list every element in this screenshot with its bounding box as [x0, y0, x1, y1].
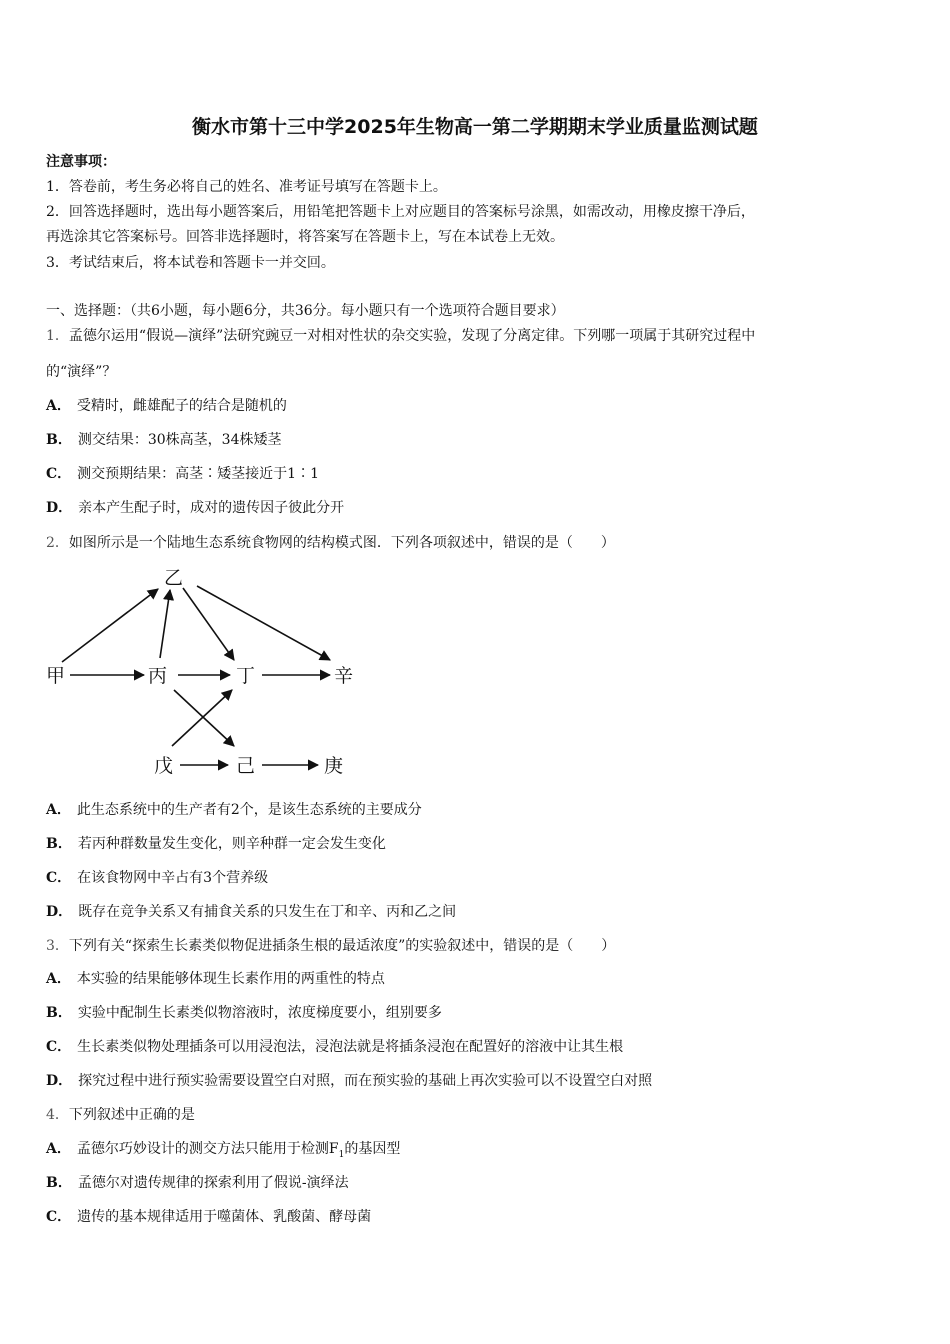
option-a	[46, 1139, 400, 1165]
node-geng: 庚	[324, 755, 344, 777]
option-b	[46, 1173, 349, 1193]
option-text: 探究过程中进行预实验需要设置空白对照，而在预实验的基础上再次实验可以不设置空白对照	[78, 1073, 653, 1089]
question-1-stem	[46, 326, 755, 346]
option-b	[46, 1003, 442, 1023]
option-letter: C．	[46, 1039, 72, 1055]
node-bing: 丙	[148, 665, 168, 687]
option-letter: B．	[46, 1175, 72, 1191]
arrow-wu-ding	[172, 690, 232, 746]
option-b	[46, 430, 281, 450]
question-stem-text: 如图所示是一个陆地生态系统食物网的结构模式图．下列各项叙述中，错误的是（ ）	[68, 535, 615, 551]
option-c	[46, 1037, 623, 1057]
option-text: 亲本产生配子时，成对的遗传因子彼此分开	[78, 500, 345, 516]
arrow-bing-ji	[174, 690, 234, 746]
option-d	[46, 902, 456, 922]
question-number: 2．	[46, 535, 69, 551]
notice-item: 3．考试结束后，将本试卷和答题卡一并交回。	[46, 255, 335, 271]
node-yi: 乙	[164, 567, 184, 589]
option-letter: A．	[46, 802, 71, 818]
option-text: 实验中配制生长素类似物溶液时，浓度梯度要小，组别要多	[77, 1005, 442, 1021]
question-stem-text: 下列有关“探索生长素类似物促进插条生根的最适浓度”的实验叙述中，错误的是（ ）	[68, 938, 616, 954]
question-1-stem-cont: 的“演绎”？	[46, 364, 117, 380]
option-text: 测交预期结果：高茎∶矮茎接近于1∶1	[77, 466, 319, 482]
subscript: 1	[338, 1149, 345, 1160]
arrow-jia-yi	[62, 589, 158, 662]
notice-item: 1．答卷前，考生务必将自己的姓名、准考证号填写在答题卡上。	[46, 179, 447, 195]
option-letter: A．	[46, 1141, 71, 1157]
option-d	[46, 498, 344, 518]
option-letter: D．	[46, 1073, 73, 1089]
option-c	[46, 868, 268, 888]
option-text: 遗传的基本规律适用于噬菌体、乳酸菌、酵母菌	[77, 1209, 372, 1225]
page-title: 衡水市第十三中学2025年生物高一第二学期期末学业质量监测试题	[192, 116, 758, 138]
option-a	[46, 969, 385, 989]
notice-item: 2．回答选择题时，选出每小题答案后，用铅笔把答题卡上对应题目的答案标号涂黑，如需改动，用橡皮擦干净后，	[46, 204, 755, 220]
option-letter: D．	[46, 500, 73, 516]
node-ji: 己	[236, 755, 256, 777]
option-d	[46, 1071, 652, 1091]
option-a	[46, 800, 422, 820]
option-c	[46, 464, 319, 484]
node-ding: 丁	[236, 665, 256, 687]
node-wu: 戊	[154, 755, 174, 777]
arrow-bing-yi	[160, 590, 170, 658]
option-text: 孟德尔巧妙设计的测交方法只能用于检测F	[76, 1141, 339, 1157]
option-text: 受精时，雌雄配子的结合是随机的	[76, 398, 287, 414]
option-text: 孟德尔对遗传规律的探索利用了假说-演绎法	[77, 1175, 349, 1191]
option-text: 此生态系统中的生产者有2个，是该生态系统的主要成分	[76, 802, 422, 818]
question-3-stem	[46, 936, 615, 956]
node-xin: 辛	[334, 665, 354, 687]
notice-item: 再选涂其它答案标号。回答非选择题时，将答案写在答题卡上，写在本试卷上无效。	[46, 229, 564, 245]
option-text: 若丙种群数量发生变化，则辛种群一定会发生变化	[77, 836, 386, 852]
option-text: 生长素类似物处理插条可以用浸泡法，浸泡法就是将插条浸泡在配置好的溶液中让其生根	[77, 1039, 624, 1055]
option-text: 在该食物网中辛占有3个营养级	[77, 870, 269, 886]
question-2-stem	[46, 533, 615, 553]
option-text: 既存在竞争关系又有捕食关系的只发生在丁和辛、丙和乙之间	[78, 904, 457, 920]
option-text: 测交结果：30株高茎，34株矮茎	[77, 432, 282, 448]
option-letter: B．	[46, 432, 72, 448]
option-text: 的基因型	[344, 1141, 401, 1157]
option-letter: D．	[46, 904, 73, 920]
food-web-diagram	[40, 562, 370, 787]
question-4-stem	[46, 1105, 195, 1125]
question-stem-text: 下列叙述中正确的是	[68, 1107, 195, 1123]
question-number: 3．	[46, 938, 69, 954]
question-stem-text: 孟德尔运用“假说—演绎”法研究豌豆一对相对性状的杂交实验，发现了分离定律。下列哪一项属于其研究过程中	[68, 328, 756, 344]
notice-heading: 注意事项：	[46, 154, 116, 170]
option-letter: A．	[46, 398, 71, 414]
option-letter: A．	[46, 971, 71, 987]
option-letter: B．	[46, 1005, 72, 1021]
question-number: 4．	[46, 1107, 69, 1123]
option-a	[46, 396, 287, 416]
section-heading: 一、选择题：（共6小题，每小题6分，共36分。每小题只有一个选项符合题目要求）	[46, 303, 565, 319]
option-text: 本实验的结果能够体现生长素作用的两重性的特点	[76, 971, 385, 987]
option-c	[46, 1207, 371, 1227]
option-letter: C．	[46, 870, 72, 886]
option-letter: C．	[46, 1209, 72, 1225]
option-letter: B．	[46, 836, 72, 852]
option-b	[46, 834, 386, 854]
option-letter: C．	[46, 466, 72, 482]
arrow-yi-xin	[197, 586, 330, 660]
node-jia: 甲	[46, 665, 66, 687]
question-number: 1．	[46, 328, 69, 344]
arrow-yi-ding	[183, 588, 234, 660]
